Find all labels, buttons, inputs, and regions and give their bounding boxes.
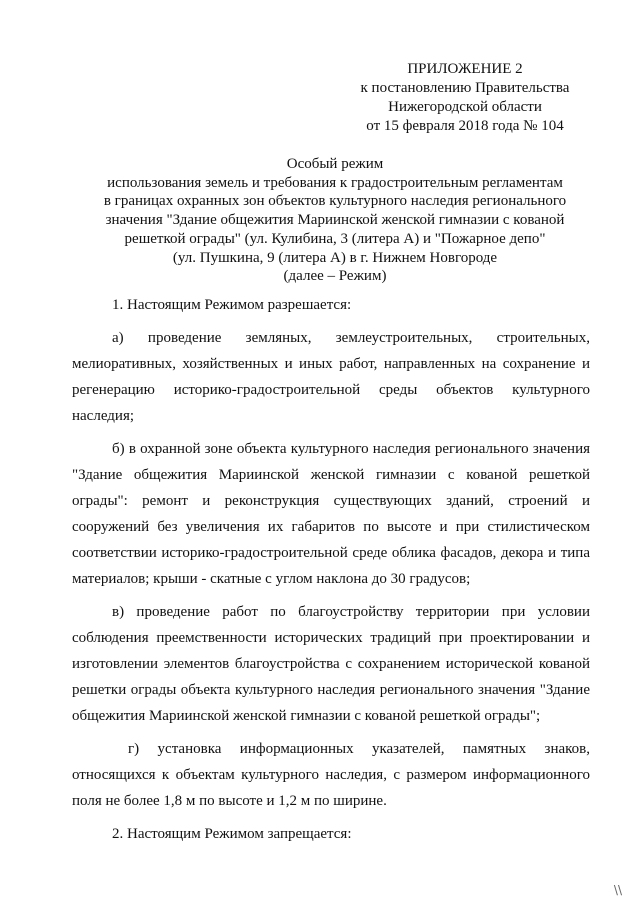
spacer bbox=[72, 318, 590, 325]
spacer bbox=[72, 429, 590, 436]
paragraph-prohibited: 2. Настоящим Режимом запрещается: bbox=[112, 826, 352, 842]
heading-title: Особый режим bbox=[286, 156, 384, 172]
heading-line: использования земель и требования к градостроительным регламентам bbox=[107, 174, 563, 191]
spacer bbox=[72, 592, 590, 599]
paragraph-allowed: 1. Настоящим Режимом разрешается: bbox=[112, 297, 352, 313]
heading-line: решеткой ограды" (ул. Кулибина, 3 (литера А) и "Пожарное депо" bbox=[124, 230, 546, 247]
appendix-title: ПРИЛОЖЕНИЕ 2 bbox=[407, 61, 523, 77]
paragraph-item-v: в) проведение работ по благоустройству территории при условии соблюдения преемственности исторических традиций при проектировании и изготовлении элементов благоустройства с сохранением исторической кованой решетки ограды объекта культурного наследия регионального значения "Здание общежития Мариинской женской гимназии с кованой решеткой ограды"; bbox=[72, 604, 590, 724]
appendix-block bbox=[330, 60, 600, 136]
appendix-line: к постановлению Правительства bbox=[360, 80, 570, 96]
document-body bbox=[72, 292, 590, 847]
appendix-date: от 15 февраля 2018 года № 104 bbox=[366, 118, 564, 134]
corner-mark: \\ bbox=[613, 883, 622, 897]
paragraph-item-g: г) установка информационных указателей, памятных знаков, относящихся к объектам культурного наследия, с размером информационного поля не более 1,8 м по высоте и 1,2 м по ширине. bbox=[72, 741, 590, 809]
heading-line: (ул. Пушкина, 9 (литера А) в г. Нижнем Новгороде bbox=[172, 249, 498, 266]
heading-line: (далее – Режим) bbox=[283, 268, 387, 285]
paragraph-item-b: б) в охранной зоне объекта культурного наследия регионального значения "Здание общежития Мариинской женской гимназии с кованой решеткой ограды": ремонт и реконструкция существующих зданий, строений и сооружений без увеличения их габаритов по высоте и при стилистическом соответствии историко-градостроительной среде облика фасадов, декора и типа материалов; крыши - скатные с углом наклона до 30 градусов; bbox=[72, 441, 590, 587]
heading-line: в границах охранных зон объектов культурного наследия регионального bbox=[103, 193, 567, 210]
spacer bbox=[72, 729, 590, 736]
paragraph-item-a: а) проведение земляных, землеустроительных, строительных, мелиоративных, хозяйственных и иных работ, направленных на сохранение и регенерацию историко-градостроительной среды объектов культурного наследия; bbox=[72, 330, 590, 424]
appendix-line: Нижегородской области bbox=[388, 99, 542, 115]
document-heading bbox=[60, 155, 610, 286]
spacer bbox=[72, 814, 590, 821]
heading-line: значения "Здание общежития Мариинской женской гимназии с кованой bbox=[105, 212, 565, 229]
